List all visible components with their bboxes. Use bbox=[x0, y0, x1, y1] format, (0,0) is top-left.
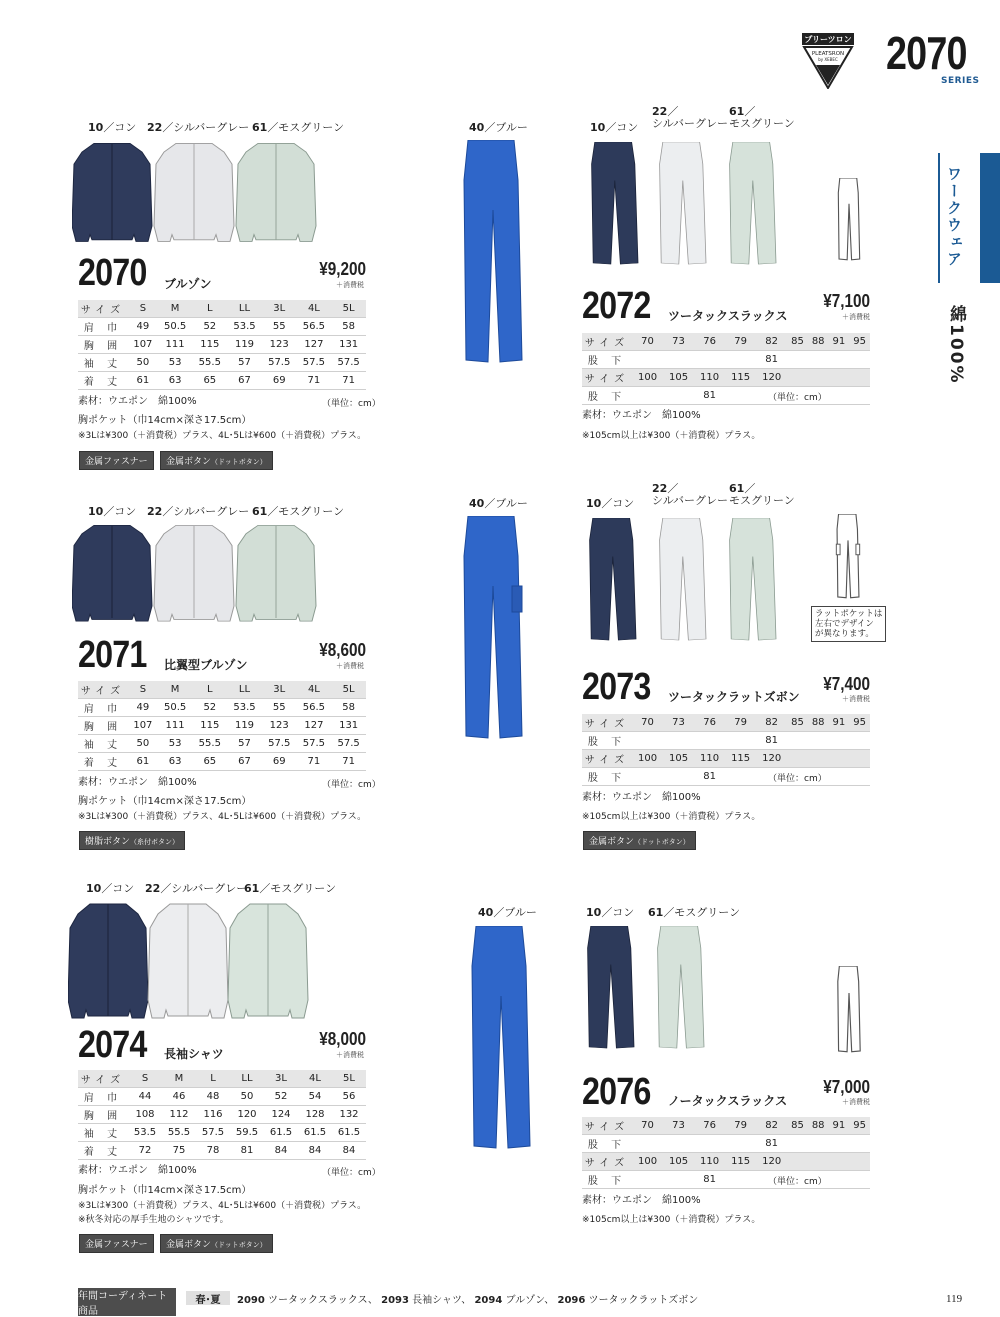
product-number-2072: 2072 bbox=[582, 285, 651, 327]
unit-2074: （単位：cm） bbox=[322, 1168, 381, 1178]
price-2071: ¥8,600 bbox=[319, 640, 366, 660]
tag-resin-button: 樹脂ボタン（糸付ボタン） bbox=[79, 831, 185, 850]
size-table-2073: サイズ 70 73 76 79 82 85 88 91 95 股 下 81 サイズ 100 105 110 115 120 股 下 81 bbox=[582, 714, 870, 786]
size-table-2070: サイズ S M L LL 3L 4L 5L 肩 巾 49 50.5 52 53.5 55 56.5 58 胸 囲 107 111 115 119 123 127 131 袖 丈 50 53 55.5 57 57.5 57.5 57.5 着 丈 61 63 65 67 69 71 71 bbox=[78, 300, 366, 390]
cargo-pants-2073-colors-image bbox=[588, 518, 828, 644]
product-name-2072: ツータックスラックス bbox=[668, 309, 788, 323]
color-label-61: 61／ モスグリーン bbox=[729, 482, 795, 507]
note-2072-size: ※105cm以上は¥300（＋消費税）プラス。 bbox=[582, 431, 761, 441]
coordinate-items: 2090 ツータックスラックス、 2093 長袖シャツ、 2094 ブルゾン、 2096 ツータックラットズボン bbox=[237, 1295, 699, 1306]
material-2071: 素材：ウエポン 綿100% bbox=[78, 777, 197, 788]
color-label-40: 40／ブルー bbox=[478, 906, 537, 919]
material-2074: 素材：ウエポン 綿100% bbox=[78, 1165, 197, 1176]
size-table-2072: サイズ 70 73 76 79 82 85 88 91 95 股 下 81 サイズ 100 105 110 115 120 股 下 81 bbox=[582, 333, 870, 405]
note-2071-size: ※3Lは¥300（＋消費税）プラス、4L･5Lは¥600（＋消費税）プラス。 bbox=[78, 812, 367, 822]
svg-text:プリーツロン: プリーツロン bbox=[804, 35, 852, 44]
tag-metal-button: 金属ボタン（ドットボタン） bbox=[160, 451, 273, 470]
material-label: 綿100% bbox=[946, 305, 966, 385]
product-name-2073: ツータックラットズボン bbox=[668, 690, 800, 704]
jacket-2070-image bbox=[72, 140, 322, 250]
product-name-2070: ブルゾン bbox=[164, 277, 212, 291]
color-label-40: 40／ブルー bbox=[469, 497, 528, 510]
tax-2074: ＋消費税 bbox=[336, 1051, 364, 1059]
unit-2072: （単位：cm） bbox=[768, 393, 827, 403]
shirt-2074-image bbox=[68, 900, 318, 1026]
unit-2073: （単位：cm） bbox=[768, 774, 827, 784]
color-label-10: 10／コン bbox=[586, 906, 635, 919]
price-2074: ¥8,000 bbox=[319, 1029, 366, 1049]
size-table-2076: サイズ 70 73 76 79 82 85 88 91 95 股 下 81 サイズ 100 105 110 115 120 股 下 81 bbox=[582, 1117, 870, 1189]
color-label-22: 22／シルバーグレー bbox=[147, 121, 250, 134]
svg-text:by XEBEC: by XEBEC bbox=[818, 57, 838, 62]
color-label-22: 22／ シルバーグレー bbox=[652, 482, 728, 507]
product-name-2074: 長袖シャツ bbox=[164, 1047, 224, 1061]
color-label-22: 22／シルバーグレー bbox=[147, 505, 250, 518]
product-name-2071: 比翼型ブルゾン bbox=[164, 658, 248, 672]
pants-2076-blue-image bbox=[470, 926, 532, 1154]
season-badge: 春･夏 bbox=[186, 1291, 230, 1305]
material-2073: 素材：ウエポン 綿100% bbox=[582, 792, 701, 803]
tag-metal-zipper: 金属ファスナー bbox=[79, 1234, 154, 1253]
note-2076-size: ※105cm以上は¥300（＋消費税）プラス。 bbox=[582, 1215, 761, 1225]
pants-2072-blue-image bbox=[462, 140, 524, 368]
tax-2073: ＋消費税 bbox=[842, 695, 870, 703]
color-label-61: 61／モスグリーン bbox=[252, 505, 345, 518]
price-2070: ¥9,200 bbox=[319, 259, 366, 279]
color-label-10: 10／コン bbox=[586, 497, 635, 510]
tax-2071: ＋消費税 bbox=[336, 662, 364, 670]
color-label-61: 61／モスグリーン bbox=[252, 121, 345, 134]
unit-2071: （単位：cm） bbox=[322, 780, 381, 790]
cargo-pants-2073-blue-image bbox=[462, 516, 524, 744]
note-2070-pocket: 胸ポケット（巾14cm×深さ17.5cm） bbox=[78, 415, 252, 426]
product-number-2074: 2074 bbox=[78, 1024, 147, 1066]
color-label-61: 61／モスグリーン bbox=[244, 882, 337, 895]
price-2072: ¥7,100 bbox=[823, 291, 870, 311]
category-label: ワークウェア bbox=[945, 166, 963, 268]
product-number-2070: 2070 bbox=[78, 252, 147, 294]
material-2076: 素材：ウエポン 綿100% bbox=[582, 1195, 701, 1206]
page-number: 119 bbox=[946, 1293, 963, 1305]
note-2074-size: ※3Lは¥300（＋消費税）プラス、4L･5Lは¥600（＋消費税）プラス。 bbox=[78, 1201, 367, 1211]
color-label-10: 10／コン bbox=[590, 121, 639, 134]
jacket-2071-image bbox=[72, 522, 322, 626]
svg-text:PLEATSRON: PLEATSRON bbox=[811, 51, 845, 57]
pants-2072-line-drawing bbox=[829, 178, 869, 262]
color-label-10: 10／コン bbox=[86, 882, 135, 895]
pants-2072-colors-image bbox=[590, 142, 830, 268]
color-label-40: 40／ブルー bbox=[469, 121, 528, 134]
note-2070-size: ※3Lは¥300（＋消費税）プラス、4L･5Lは¥600（＋消費税）プラス。 bbox=[78, 431, 367, 441]
color-label-61: 61／ モスグリーン bbox=[729, 105, 795, 130]
color-label-10: 10／コン bbox=[88, 505, 137, 518]
pants-2076-colors-image bbox=[586, 926, 726, 1052]
rat-pocket-callout: ラットポケットは 左右でデザイン が異なります。 bbox=[811, 606, 886, 642]
tag-metal-button: 金属ボタン（ドットボタン） bbox=[160, 1234, 273, 1253]
unit-2076: （単位：cm） bbox=[768, 1177, 827, 1187]
tax-2072: ＋消費税 bbox=[842, 313, 870, 321]
price-2073: ¥7,400 bbox=[823, 674, 870, 694]
tag-metal-button: 金属ボタン（ドットボタン） bbox=[583, 831, 696, 850]
tax-2076: ＋消費税 bbox=[842, 1098, 870, 1106]
cargo-pants-2073-line-drawing bbox=[826, 514, 870, 600]
category-side-tab bbox=[980, 153, 1000, 283]
color-label-10: 10／コン bbox=[88, 121, 137, 134]
color-label-22: 22／シルバーグレー bbox=[145, 882, 248, 895]
product-name-2076: ノータックスラックス bbox=[668, 1094, 788, 1108]
product-number-2076: 2076 bbox=[582, 1071, 651, 1113]
note-2071-pocket: 胸ポケット（巾14cm×深さ17.5cm） bbox=[78, 796, 252, 807]
product-number-2071: 2071 bbox=[78, 634, 147, 676]
color-label-61: 61／モスグリーン bbox=[648, 906, 741, 919]
unit-2070: （単位：cm） bbox=[322, 399, 381, 409]
series-number: 2070 bbox=[886, 27, 967, 79]
note-2074-fabric: ※秋冬対応の厚手生地のシャツです。 bbox=[78, 1215, 229, 1225]
series-label: SERIES bbox=[941, 76, 980, 86]
tag-metal-zipper: 金属ファスナー bbox=[79, 451, 154, 470]
note-2073-size: ※105cm以上は¥300（＋消費税）プラス。 bbox=[582, 812, 761, 822]
note-2074-pocket: 胸ポケット（巾14cm×深さ17.5cm） bbox=[78, 1185, 252, 1196]
price-2076: ¥7,000 bbox=[823, 1077, 870, 1097]
pants-2076-line-drawing bbox=[829, 966, 869, 1054]
material-2072: 素材：ウエポン 綿100% bbox=[582, 410, 701, 421]
material-2070: 素材：ウエポン 綿100% bbox=[78, 396, 197, 407]
tax-2070: ＋消費税 bbox=[336, 281, 364, 289]
category-divider bbox=[938, 153, 940, 283]
size-table-2074: サイズ S M L LL 3L 4L 5L 肩 巾 44 46 48 50 52 54 56 胸 囲 108 112 116 120 124 128 132 袖 丈 53.5 55.5 57.5 59.5 61.5 61.5 61.5 着 丈 72 75 78 81 84 84 84 bbox=[78, 1070, 366, 1160]
product-number-2073: 2073 bbox=[582, 666, 651, 708]
annual-coordinate-label: 年間コーディネート商品 bbox=[78, 1288, 176, 1316]
pleatsron-logo bbox=[802, 33, 854, 89]
color-label-22: 22／ シルバーグレー bbox=[652, 105, 728, 130]
size-table-2071: サイズ S M L LL 3L 4L 5L 肩 巾 49 50.5 52 53.5 55 56.5 58 胸 囲 107 111 115 119 123 127 131 袖 丈 50 53 55.5 57 57.5 57.5 57.5 着 丈 61 63 65 67 69 71 71 bbox=[78, 681, 366, 771]
